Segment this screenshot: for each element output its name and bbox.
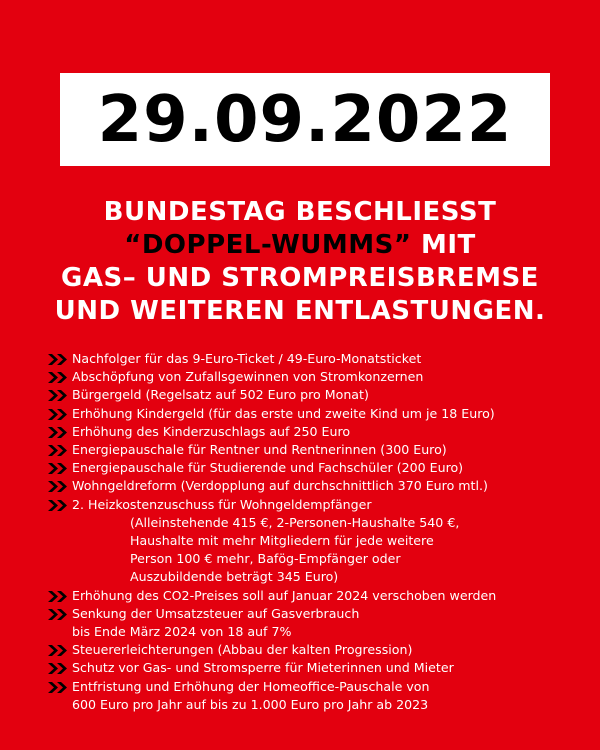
list-item — [48, 605, 588, 641]
double-chevron-right-icon — [48, 609, 70, 620]
list-item-text: Entfristung und Erhöhung der Homeoffice-Pauschale von — [72, 678, 430, 694]
headline-line-1: BUNDESTAG BESCHLIESST — [103, 197, 497, 227]
double-chevron-right-icon — [48, 645, 70, 656]
list-item-text: Erhöhung Kindergeld (für das erste und zweite Kind um je 18 Euro) — [72, 405, 495, 421]
double-chevron-right-icon — [48, 427, 70, 438]
list-item-text: Steuererleichterungen (Abbau der kalten Progression) — [72, 642, 413, 658]
list-item — [48, 587, 588, 605]
list-item — [48, 659, 588, 677]
list-item-detail: (Alleinstehende 415 €, 2-Personen-Haushalte 540 €, — [130, 514, 460, 530]
headline-line-2-rest: MIT — [411, 230, 476, 260]
list-item-text: 2. Heizkostenzuschuss für Wohngeldempfänger — [72, 496, 372, 512]
date-banner — [60, 73, 550, 166]
headline-line-4: UND WEITEREN ENTLASTUNGEN. — [54, 296, 546, 326]
double-chevron-right-icon — [48, 409, 70, 420]
list-item-text: Energiepauschale für Studierende und Fachschüler (200 Euro) — [72, 460, 464, 476]
double-chevron-right-icon — [48, 463, 70, 474]
headline-line-2 — [0, 229, 600, 262]
list-item-text: Abschöpfung von Zufallsgewinnen von Stromkonzernen — [72, 369, 424, 385]
list-item — [48, 441, 588, 459]
relief-measures-list — [48, 350, 588, 714]
list-item — [48, 477, 588, 495]
double-chevron-right-icon — [48, 663, 70, 674]
list-item — [48, 641, 588, 659]
list-item-continuation: bis Ende März 2024 von 18 auf 7% — [72, 624, 292, 640]
double-chevron-right-icon — [48, 445, 70, 456]
list-item-text: Wohngeldreform (Verdopplung auf durchschnittlich 370 Euro mtl.) — [72, 478, 488, 494]
list-item — [48, 678, 588, 714]
list-item-detail: Person 100 € mehr, Bafög-Empfänger oder — [130, 551, 401, 567]
list-item — [48, 386, 588, 404]
double-chevron-right-icon — [48, 481, 70, 492]
list-item-text: Schutz vor Gas- und Stromsperre für Mieterinnen und Mieter — [72, 660, 454, 676]
list-item-text: Erhöhung des CO2-Preises soll auf Januar 2024 verschoben werden — [72, 587, 497, 603]
double-chevron-right-icon — [48, 372, 70, 383]
list-item-text: Nachfolger für das 9-Euro-Ticket / 49-Euro-Monatsticket — [72, 351, 422, 366]
double-chevron-right-icon — [48, 682, 70, 693]
list-item — [48, 350, 588, 368]
headline-quote: “DOPPEL-WUMMS” — [124, 230, 412, 260]
double-chevron-right-icon — [48, 591, 70, 602]
headline-line-3: GAS– UND STROMPREISBREMSE — [61, 263, 539, 293]
double-chevron-right-icon — [48, 390, 70, 401]
list-item — [48, 405, 588, 423]
list-item — [48, 459, 588, 477]
list-item-text: Senkung der Umsatzsteuer auf Gasverbrauch — [72, 605, 360, 621]
list-item-text: Bürgergeld (Regelsatz auf 502 Euro pro Monat) — [72, 387, 369, 403]
list-item — [48, 368, 588, 386]
list-item — [48, 496, 588, 587]
list-item-text: Erhöhung des Kinderzuschlags auf 250 Euro — [72, 423, 351, 439]
list-item-continuation: 600 Euro pro Jahr auf bis zu 1.000 Euro pro Jahr ab 2023 — [72, 696, 429, 712]
double-chevron-right-icon — [48, 500, 70, 511]
list-item-text: Energiepauschale für Rentner und Rentnerinnen (300 Euro) — [72, 442, 447, 458]
list-item — [48, 423, 588, 441]
list-item-detail: Auszubildende beträgt 345 Euro) — [130, 569, 339, 585]
date-text: 29.09.2022 — [97, 82, 513, 157]
headline — [0, 196, 600, 328]
double-chevron-right-icon — [48, 354, 70, 365]
list-item-detail: Haushalte mit mehr Mitgliedern für jede weitere — [130, 533, 434, 549]
